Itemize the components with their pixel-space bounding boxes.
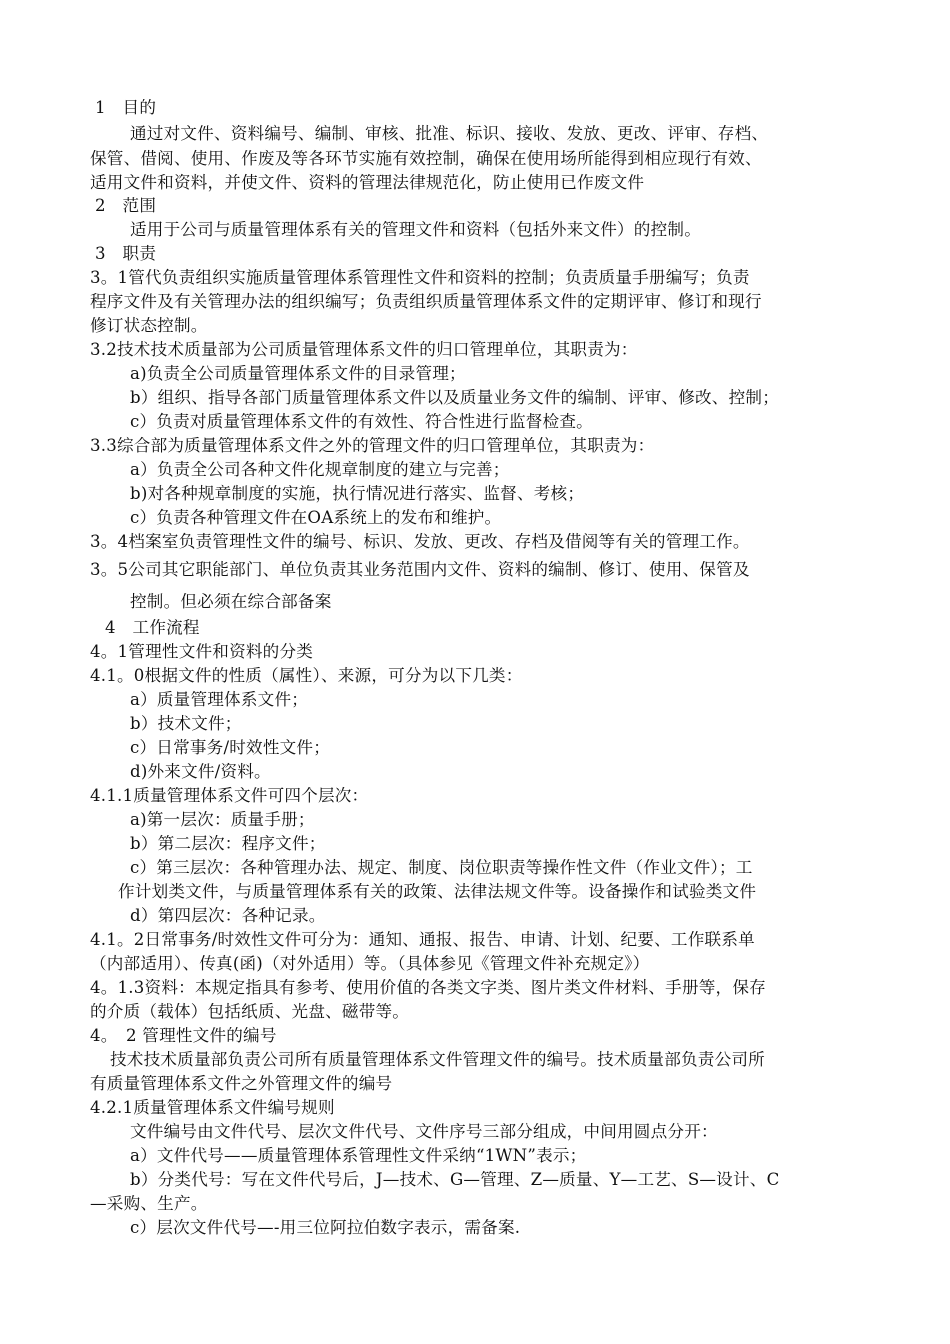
paragraph-line: 3。4档案室负责管理性文件的编号、标识、发放、更改、存档及借阅等有关的管理工作。 [90, 532, 750, 551]
heading-scope: 2 范围 [95, 196, 157, 215]
paragraph-line: 4.1。2日常事务/时效性文件可分为：通知、通报、报告、申请、计划、纪要、工作联系单 [90, 930, 755, 949]
paragraph-line: 控制。但必须在综合部备案 [130, 592, 332, 611]
paragraph-line: —采购、生产。 [90, 1194, 208, 1213]
paragraph-line: 程序文件及有关管理办法的组织编写；负责组织质量管理体系文件的定期评审、修订和现行 [90, 292, 762, 311]
list-item: d）第四层次：各种记录。 [130, 906, 326, 925]
paragraph-line: 4。1.3资料：本规定指具有参考、使用价值的各类文字类、图片类文件材料、手册等，保存 [90, 978, 766, 997]
list-item: b）组织、指导各部门质量管理体系文件以及质量业务文件的编制、评审、修改、控制； [130, 388, 779, 407]
paragraph-line: 3.2技术技术质量部为公司质量管理体系文件的归口管理单位，其职责为： [90, 340, 638, 359]
paragraph-line: 的介质（载体）包括纸质、光盘、磁带等。 [90, 1002, 410, 1021]
paragraph-line: 适用文件和资料，并使文件、资料的管理法律规范化，防止使用已作废文件 [90, 173, 645, 192]
heading-workflow: 4 工作流程 [105, 618, 200, 637]
paragraph-line: 文件编号由文件代号、层次文件代号、文件序号三部分组成，中间用圆点分开： [130, 1122, 718, 1141]
list-item: a)负责全公司质量管理体系文件的目录管理； [130, 364, 466, 383]
paragraph-line: 3。5公司其它职能部门、单位负责其业务范围内文件、资料的编制、修订、使用、保管及 [90, 560, 750, 579]
paragraph-line: 修订状态控制。 [90, 316, 208, 335]
list-item: b）分类代号：写在文件代号后，J—技术、G—管理、Z—质量、Y—工艺、S—设计、C [130, 1170, 780, 1189]
list-item: c）日常事务/时效性文件； [130, 738, 331, 757]
heading-responsibility: 3 职责 [95, 244, 157, 263]
paragraph-line: 保管、借阅、使用、作废及等各环节实施有效控制，确保在使用场所能得到相应现行有效、 [90, 149, 762, 168]
paragraph-line: 有质量管理体系文件之外管理文件的编号 [90, 1074, 393, 1093]
paragraph-line: 3。1管代负责组织实施质量管理体系管理性文件和资料的控制；负责质量手册编写；负责 [90, 268, 750, 287]
paragraph-line: 4.1.1质量管理体系文件可四个层次： [90, 786, 369, 805]
list-item: b）第二层次：程序文件； [130, 834, 326, 853]
list-item: b)对各种规章制度的实施，执行情况进行落实、监督、考核； [130, 484, 585, 503]
paragraph-line: 技术技术质量部负责公司所有质量管理体系文件管理文件的编号。技术质量部负责公司所 [110, 1050, 765, 1069]
heading-numbering: 4。 2 管理性文件的编号 [90, 1026, 277, 1045]
heading-purpose: 1 目的 [95, 98, 157, 117]
paragraph-line: 4.1。0根据文件的性质（属性）、来源，可分为以下几类： [90, 666, 523, 685]
paragraph-line: 通过对文件、资料编号、编制、审核、批准、标识、接收、发放、更改、评审、存档、 [130, 124, 769, 143]
list-item: a）负责全公司各种文件化规章制度的建立与完善； [130, 460, 510, 479]
paragraph-line: 适用于公司与质量管理体系有关的管理文件和资料（包括外来文件）的控制。 [130, 220, 701, 239]
list-item: c）负责各种管理文件在OA系统上的发布和维护。 [130, 508, 502, 527]
paragraph-line: （内部适用）、传真(函)（对外适用）等。（具体参见《管理文件补充规定》） [90, 954, 650, 973]
paragraph-line: 4。1管理性文件和资料的分类 [90, 642, 314, 661]
list-item: a)第一层次：质量手册； [130, 810, 315, 829]
list-item: a）质量管理体系文件； [130, 690, 309, 709]
list-item: c）负责对质量管理体系文件的有效性、符合性进行监督检查。 [130, 412, 593, 431]
list-item: b）技术文件； [130, 714, 242, 733]
list-item: d)外来文件/资料。 [130, 762, 271, 781]
list-item: c）层次文件代号—-用三位阿拉伯数字表示，需备案. [130, 1218, 521, 1237]
list-item: a）文件代号——质量管理体系管理性文件采纳“1WN”表示； [130, 1146, 587, 1165]
paragraph-line: 作计划类文件，与质量管理体系有关的政策、法律法规文件等。设备操作和试验类文件 [118, 882, 757, 901]
list-item: c）第三层次：各种管理办法、规定、制度、岗位职责等操作性文件（作业文件）；工 [130, 858, 753, 877]
paragraph-line: 4.2.1质量管理体系文件编号规则 [90, 1098, 335, 1117]
paragraph-line: 3.3综合部为质量管理体系文件之外的管理文件的归口管理单位，其职责为： [90, 436, 655, 455]
